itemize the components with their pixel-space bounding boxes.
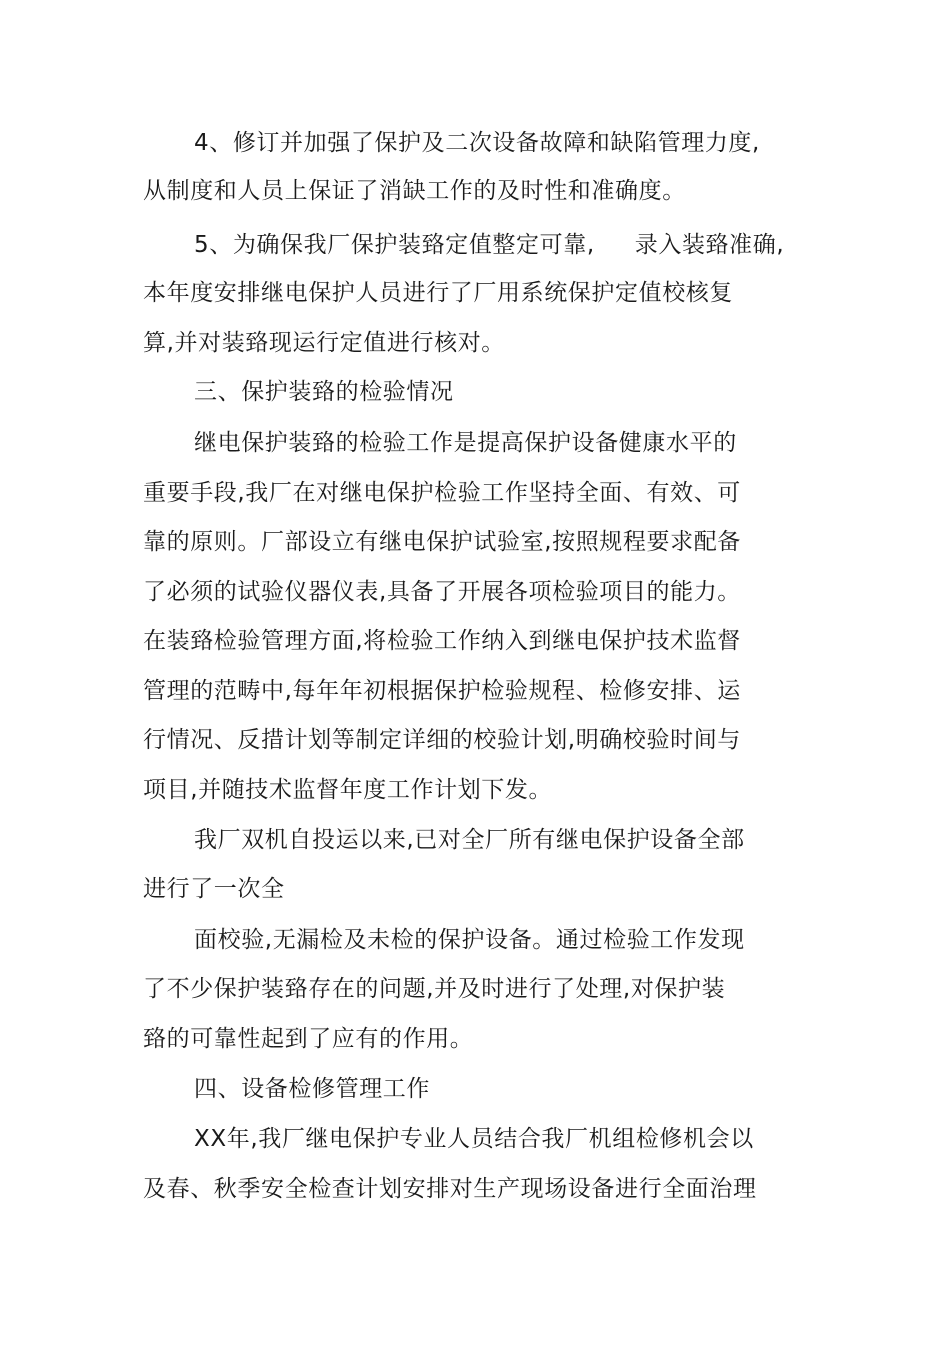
paragraph-item-5-line-1-part-2: 录入装臵准确, (634, 232, 785, 258)
paragraph-item-4-line-1: 4、修订并加强了保护及二次设备故障和缺陷管理力度, (194, 130, 760, 156)
paragraph-full-check-line-2: 进行了一次全 (143, 876, 285, 902)
paragraph-item-5-line-1 (194, 230, 784, 260)
paragraph-full-check-line-1: 我厂双机自投运以来,已对全厂所有继电保护设备全部 (194, 827, 745, 853)
paragraph-results-line-3: 臵的可靠性起到了应有的作用。 (143, 1026, 474, 1052)
paragraph-item-5-line-2: 本年度安排继电保护人员进行了厂用系统保护定值校核复 (143, 280, 733, 306)
paragraph-inspection-line-4: 了必须的试验仪器仪表,具备了开展各项检验项目的能力。 (143, 579, 741, 605)
paragraph-results-line-1: 面校验,无漏检及未检的保护设备。通过检验工作发现 (194, 927, 745, 953)
section-heading-4: 四、设备检修管理工作 (194, 1076, 430, 1102)
paragraph-inspection-line-2: 重要手段,我厂在对继电保护检验工作坚持全面、有效、可 (143, 480, 741, 506)
paragraph-inspection-line-8: 项目,并随技术监督年度工作计划下发。 (143, 777, 553, 803)
paragraph-maintenance-line-2: 及春、秋季安全检查计划安排对生产现场设备进行全面治理 (143, 1176, 757, 1202)
paragraph-item-5-line-1-part-1: 5、为确保我厂保护装臵定值整定可靠, (194, 232, 595, 258)
paragraph-inspection-line-7: 行情况、反措计划等制定详细的校验计划,明确校验时间与 (143, 727, 741, 753)
paragraph-results-line-2: 了不少保护装臵存在的问题,并及时进行了处理,对保护装 (143, 976, 726, 1002)
paragraph-item-4-line-2: 从制度和人员上保证了消缺工作的及时性和准确度。 (143, 178, 686, 204)
section-heading-3: 三、保护装臵的检验情况 (194, 379, 454, 405)
paragraph-inspection-line-5: 在装臵检验管理方面,将检验工作纳入到继电保护技术监督 (143, 628, 741, 654)
paragraph-item-5-line-3: 算,并对装臵现运行定值进行核对。 (143, 330, 505, 356)
paragraph-inspection-line-3: 靠的原则。厂部设立有继电保护试验室,按照规程要求配备 (143, 529, 741, 555)
paragraph-maintenance-line-1: XX年,我厂继电保护专业人员结合我厂机组检修机会以 (194, 1126, 754, 1152)
paragraph-inspection-line-1: 继电保护装臵的检验工作是提高保护设备健康水平的 (194, 430, 737, 456)
paragraph-inspection-line-6: 管理的范畴中,每年年初根据保护检验规程、检修安排、运 (143, 678, 741, 704)
